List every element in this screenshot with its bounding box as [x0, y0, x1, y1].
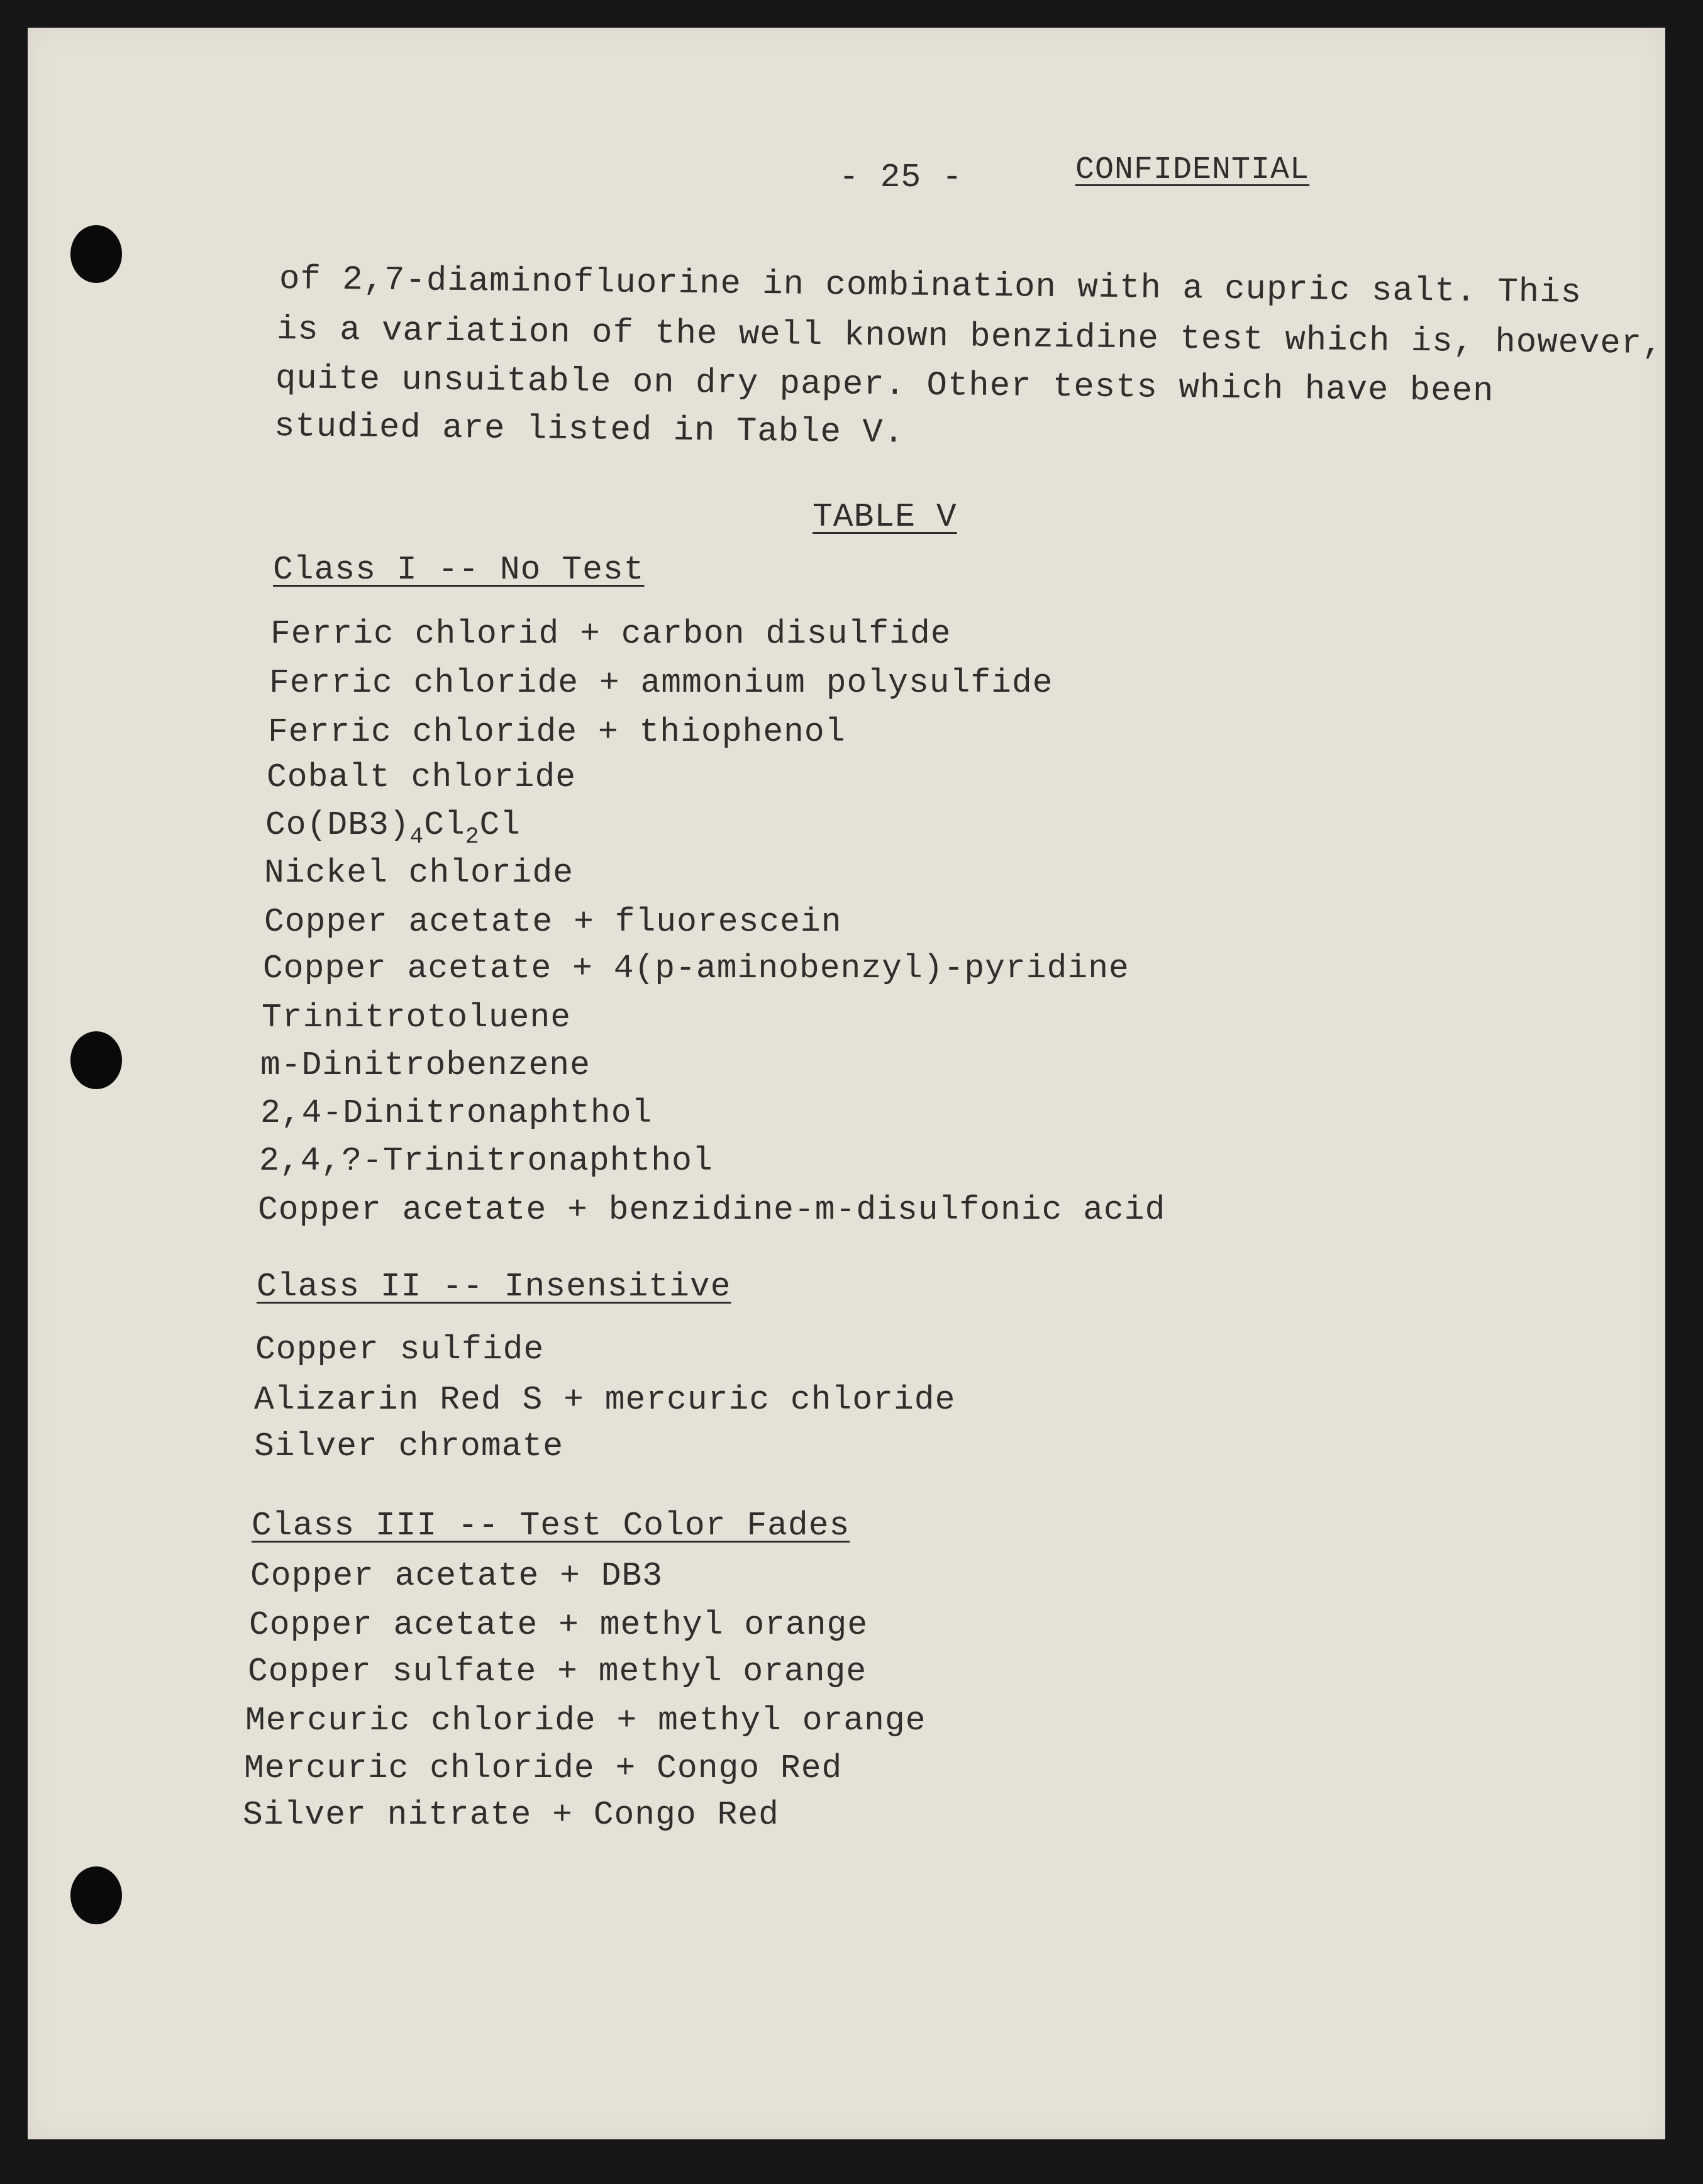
list-item: 2,4-Dinitronaphthol	[260, 1094, 653, 1132]
list-item: m-Dinitrobenzene	[260, 1046, 591, 1084]
list-item: Cobalt chloride	[267, 758, 577, 796]
list-item: Ferric chloride + thiophenol	[268, 713, 846, 751]
punch-hole-top	[70, 225, 122, 283]
page-number: - 25 -	[839, 158, 963, 196]
table-title: TABLE V	[813, 498, 957, 536]
list-item: Copper acetate + fluorescein	[264, 903, 842, 941]
list-item: Copper acetate + 4(p-aminobenzyl)-pyridine	[263, 950, 1129, 987]
list-item: 2,4,?-Trinitronaphthol	[259, 1142, 713, 1180]
punch-hole-bottom	[70, 1866, 122, 1924]
list-item: Nickel chloride	[264, 854, 574, 892]
list-item: Mercuric chloride + Congo Red	[244, 1749, 843, 1787]
paragraph-line: studied are listed in Table V.	[274, 407, 905, 453]
paragraph-line: quite unsuitable on dry paper. Other tests which have been	[275, 360, 1494, 411]
punch-hole-middle	[70, 1031, 122, 1089]
list-item: Copper sulfate + methyl orange	[248, 1653, 867, 1690]
list-item: Copper sulfide	[255, 1331, 545, 1368]
list-item: Copper acetate + methyl orange	[249, 1606, 868, 1644]
formula-part: Cl	[479, 806, 521, 844]
list-item: Silver nitrate + Congo Red	[243, 1796, 779, 1834]
chemical-formula	[265, 806, 521, 850]
formula-subscript: 4	[409, 824, 424, 850]
list-item: Silver chromate	[254, 1427, 564, 1465]
class-heading: Class II -- Insensitive	[257, 1268, 731, 1305]
formula-base: Co(DB3)	[265, 806, 410, 844]
class-heading: Class I -- No Test	[273, 551, 645, 589]
formula-subscript: 2	[465, 824, 480, 850]
paragraph-line: of 2,7-diaminofluorine in combination with a cupric salt. This	[279, 260, 1582, 313]
list-item: Ferric chlorid + carbon disulfide	[270, 615, 951, 653]
formula-part: Cl	[424, 806, 465, 844]
class-heading: Class III -- Test Color Fades	[252, 1507, 850, 1544]
list-item: Copper acetate + DB3	[250, 1557, 663, 1595]
list-item: Copper acetate + benzidine-m-disulfonic acid	[258, 1191, 1166, 1229]
list-item: Ferric chloride + ammonium polysulfide	[269, 664, 1053, 702]
list-item: Trinitrotoluene	[262, 999, 572, 1036]
list-item: Alizarin Red S + mercuric chloride	[254, 1381, 956, 1419]
list-item: Mercuric chloride + methyl orange	[245, 1702, 926, 1739]
paragraph-line: is a variation of the well known benzidine test which is, however,	[276, 311, 1663, 364]
classification-marking: CONFIDENTIAL	[1075, 152, 1310, 188]
